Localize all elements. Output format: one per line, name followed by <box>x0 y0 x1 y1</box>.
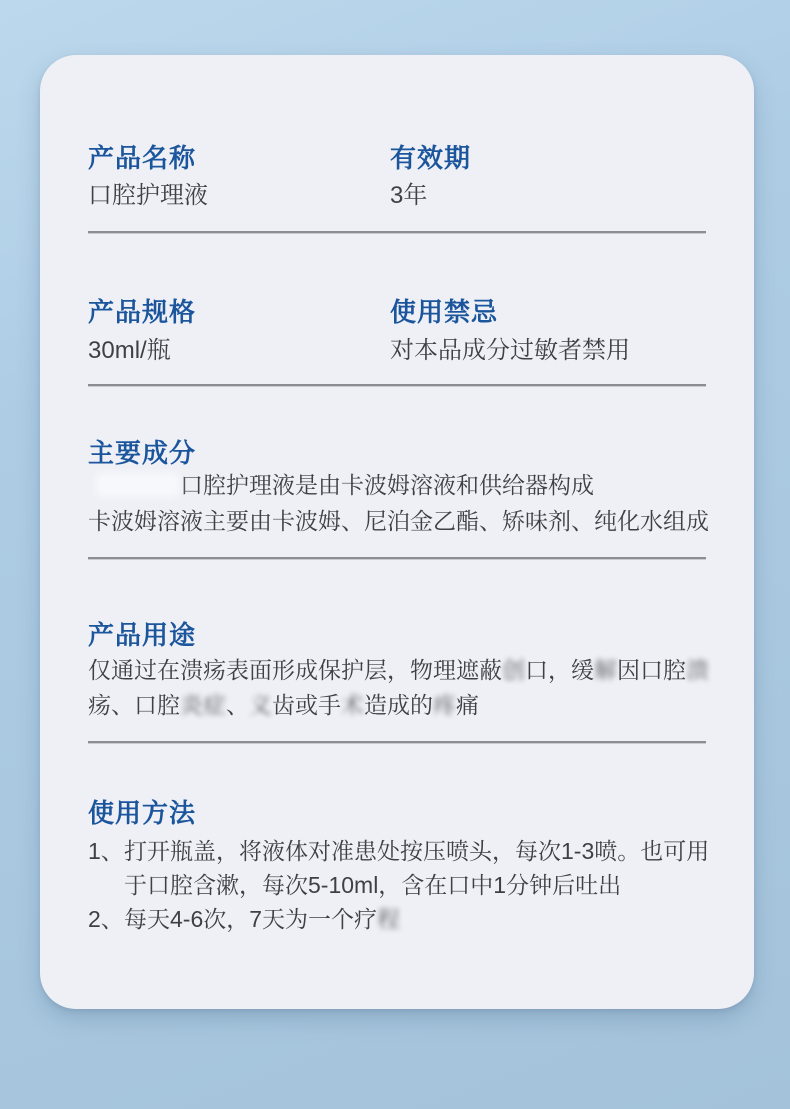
blurred-text: 义 <box>249 692 272 718</box>
product-info-card <box>40 55 754 1009</box>
spec-label: 产品规格 <box>88 297 197 327</box>
ingredients-line-1: 口腔护理液是由卡波姆溶液和供给器构成 <box>88 468 594 503</box>
validity-value: 3年 <box>390 182 428 209</box>
spec-value: 30ml/瓶 <box>88 337 171 364</box>
method-item-1 <box>88 834 722 902</box>
contraindication-label: 使用禁忌 <box>390 297 499 327</box>
method-heading: 使用方法 <box>88 798 197 828</box>
product-name-value: 口腔护理液 <box>88 182 208 209</box>
item-marker: 1、 <box>88 838 124 864</box>
blurred-text: 溃 <box>686 657 709 683</box>
blurred-text: 疼 <box>433 692 456 718</box>
contraindication-value: 对本品成分过敏者禁用 <box>390 337 630 364</box>
blurred-text: 程 <box>377 906 401 932</box>
blurred-text: 炎症 <box>180 692 226 718</box>
product-name-label: 产品名称 <box>88 143 197 173</box>
section-divider <box>88 557 706 560</box>
ingredients-heading: 主要成分 <box>88 438 197 468</box>
blurred-text: 术 <box>341 692 364 718</box>
usage-paragraph: 仅通过在溃疡表面形成保护层，物理遮蔽创口，缓解因口腔溃疡、口腔炎症、义齿或手术造成的疼痛 <box>88 657 709 718</box>
blur-redaction <box>96 473 180 497</box>
ingredients-line-2: 卡波姆溶液主要由卡波姆、尼泊金乙酯、矫味剂、纯化水组成 <box>88 508 709 534</box>
usage-heading: 产品用途 <box>88 620 197 650</box>
item-text: 打开瓶盖，将液体对准患处按压喷头，每次1-3喷。也可用于口腔含漱，每次5-10ml，含在口中1分钟后吐出 <box>124 838 710 898</box>
validity-label: 有效期 <box>390 143 472 173</box>
item-text: 每天4-6次，7天为一个疗程 <box>124 906 401 932</box>
section-divider <box>88 384 706 387</box>
section-divider <box>88 231 706 234</box>
section-divider <box>88 741 706 744</box>
item-marker: 2、 <box>88 906 124 932</box>
blurred-text: 解 <box>594 657 617 683</box>
method-item-2 <box>88 902 722 936</box>
blurred-text: 创 <box>502 657 525 683</box>
method-list <box>88 834 722 936</box>
